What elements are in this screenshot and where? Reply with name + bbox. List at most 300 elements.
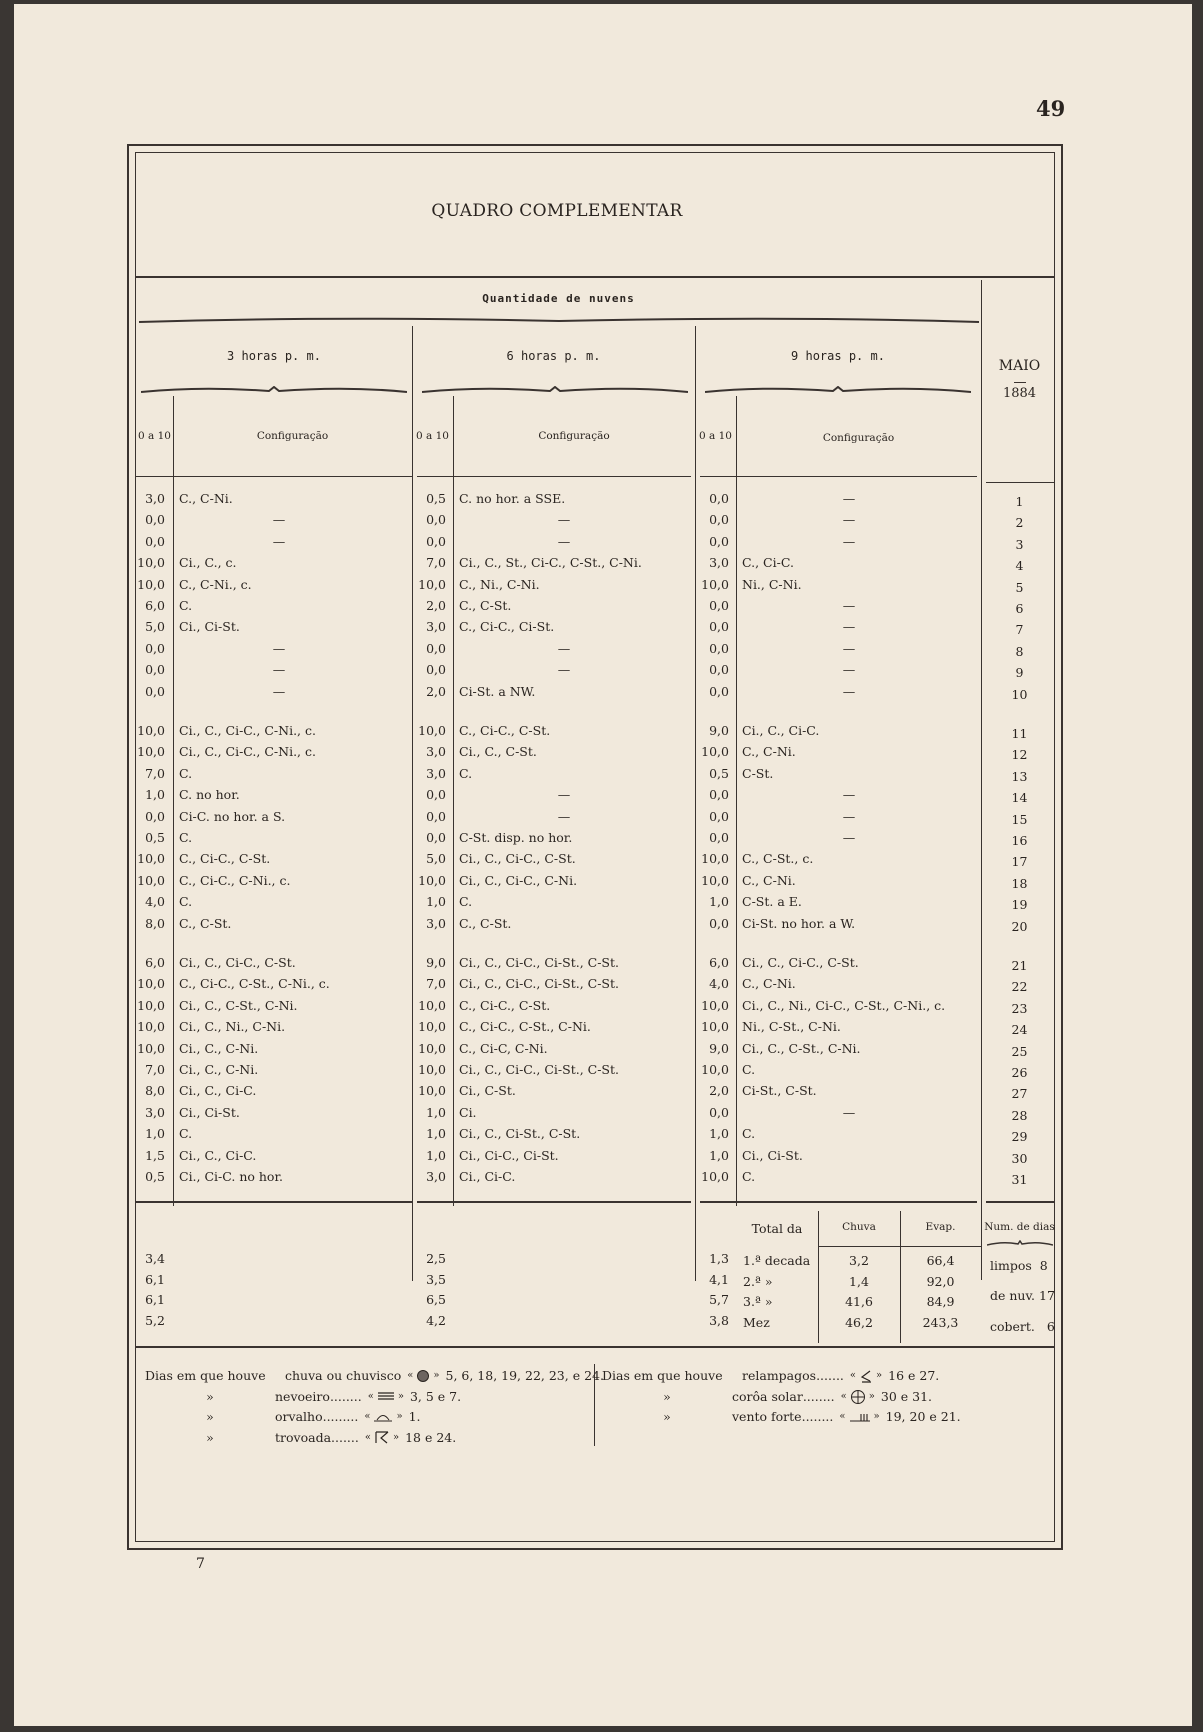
cloud-config-6pm: C., Ci-C., Ci-St. — [459, 619, 555, 635]
cloud-config-6pm: C., Ci-C., C-St. — [459, 997, 551, 1013]
day-number: 16 — [1011, 833, 1028, 848]
thunder-icon — [374, 1430, 390, 1444]
footnote-dots: ........ — [802, 1389, 835, 1404]
cloud-config-9pm: Ci., Ci-St. — [742, 1147, 803, 1163]
cloud-config-6pm: C., Ci-C., C-St., C-Ni. — [459, 1019, 591, 1035]
table-frame — [127, 144, 1063, 1550]
cloudy-days — [990, 1288, 1055, 1303]
cloud-config-6pm: C. — [459, 894, 473, 910]
cloud-amount-3pm: 1,0 — [145, 1126, 165, 1142]
decade-average: 6,1 — [145, 1271, 165, 1287]
footnote-line — [145, 1430, 456, 1445]
cloud-config-9pm: C., Ci-C. — [742, 555, 794, 571]
cloud-config-3pm: C., C-Ni. — [179, 491, 233, 506]
scale-rule-c — [736, 396, 737, 1206]
quote-open: « — [407, 1370, 414, 1381]
cloud-config-3pm: Ci., Ci-St. — [179, 1104, 240, 1120]
cloud-config-3pm: C., Ci-C., C-St. — [179, 851, 271, 867]
footnote-days: 19, 20 e 21. — [885, 1409, 961, 1424]
cloud-config-3pm: Ci., C., Ci-C. — [179, 1083, 257, 1099]
cloud-amount-9pm: 1,0 — [709, 1147, 729, 1163]
scale-head-a: 0 a 10 — [138, 430, 171, 442]
cloud-config-9pm: Ci-St., C-St. — [742, 1083, 817, 1099]
footnote-line — [145, 1368, 604, 1383]
cloud-amount-3pm: 10,0 — [137, 576, 165, 592]
day-number: 11 — [1011, 726, 1028, 741]
quote-close: » — [397, 1390, 404, 1402]
cloud-amount-9pm: 2,0 — [709, 1083, 729, 1099]
quote-open: « — [364, 1431, 371, 1443]
cloud-config-6pm: Ci., Ci-C. — [459, 1169, 516, 1184]
footnote-dots: ....... — [331, 1429, 359, 1445]
cloud-config-9pm: Ci-St. no hor. a W. — [742, 915, 856, 931]
cloud-config-3pm: — — [272, 640, 286, 656]
cloud-amount-6pm: 1,0 — [426, 1104, 446, 1120]
quote-open: « — [839, 1411, 846, 1422]
cloud-amount-6pm: 10,0 — [418, 576, 446, 592]
cloud-amount-6pm: 0,0 — [426, 533, 446, 549]
cloud-amount-9pm: 0,0 — [709, 1104, 729, 1120]
cloud-config-3pm: Ci., C., Ci-C., C-Ni., c. — [179, 723, 316, 738]
cloud-config-9pm: C., C-Ni. — [742, 744, 796, 760]
cloud-amount-9pm: 0,0 — [709, 662, 729, 678]
cloud-config-9pm: C. — [742, 1169, 756, 1184]
cloud-config-6pm: Ci. — [459, 1104, 477, 1120]
quote-close: » — [876, 1370, 883, 1381]
footnote-line — [145, 1409, 421, 1424]
cloud-config-6pm: Ci., C-St. — [459, 1083, 516, 1099]
cloud-amount-3pm: 10,0 — [137, 851, 165, 867]
day-number: 3 — [1015, 536, 1024, 552]
quote-open: « — [367, 1390, 374, 1402]
clear-days-value: 8 — [1039, 1258, 1048, 1273]
cloud-config-3pm: — — [272, 512, 286, 528]
cloud-amount-3pm: 10,0 — [137, 744, 165, 760]
group-header: Quantidade de nuvens — [482, 292, 635, 305]
dew-icon — [373, 1411, 393, 1423]
cloud-amount-9pm: 0,0 — [709, 640, 729, 656]
cloud-config-9pm: Ci., C., Ci-C., C-St. — [742, 955, 859, 970]
day-number: 14 — [1011, 790, 1028, 806]
totals-head-rule — [819, 1246, 981, 1247]
cloud-config-9pm: — — [842, 808, 856, 824]
cloud-config-3pm: Ci., C., C-St., C-Ni. — [179, 997, 298, 1013]
cloud-config-9pm: — — [842, 683, 856, 699]
hour-6-label: 6 horas p. m. — [506, 349, 601, 363]
cloud-config-6pm: Ci., C., Ci-C., Ci-St., C-St. — [459, 955, 619, 970]
footnote-prefix: » — [206, 1409, 214, 1424]
cloud-config-6pm: Ci., Ci-C., Ci-St. — [459, 1147, 559, 1163]
day-number: 20 — [1011, 918, 1028, 934]
cloud-amount-9pm: 0,5 — [709, 765, 729, 781]
covered-days — [990, 1319, 1055, 1334]
cloud-config-3pm: — — [272, 662, 286, 678]
totals-period-label: 1.ª decada — [743, 1253, 811, 1268]
decade-average: 6,1 — [145, 1292, 165, 1307]
cloud-amount-6pm: 10,0 — [418, 723, 446, 738]
cloud-config-3pm: Ci., C., C-Ni. — [179, 1040, 259, 1056]
solar-corona-icon — [850, 1389, 866, 1405]
footnote-days: 1. — [408, 1409, 421, 1424]
cloud-amount-3pm: 0,0 — [145, 683, 165, 699]
year-label: 1884 — [1002, 386, 1037, 401]
decade-average: 6,5 — [426, 1292, 446, 1307]
footnote-prefix: » — [663, 1389, 671, 1404]
month-dash — [1014, 382, 1026, 383]
day-number: 21 — [1011, 958, 1028, 973]
cloud-config-6pm: C. no hor. a SSE. — [459, 491, 566, 506]
hour-9-label: 9 horas p. m. — [791, 349, 885, 363]
quote-close: » — [873, 1411, 880, 1422]
quote-close: » — [433, 1370, 440, 1381]
cloud-config-6pm: C-St. disp. no hor. — [459, 830, 573, 845]
cloud-config-3pm: Ci., C., Ni., C-Ni. — [179, 1019, 286, 1035]
cloud-amount-9pm: 10,0 — [701, 576, 729, 592]
footnote-label: nevoeiro — [275, 1388, 330, 1404]
cloud-config-9pm: Ci., C., Ni., Ci-C., C-St., C-Ni., c. — [742, 997, 946, 1013]
footnote-dots: ......... — [322, 1409, 359, 1424]
cloud-amount-6pm: 1,0 — [426, 1147, 446, 1163]
decade-average: 4,2 — [426, 1312, 446, 1328]
footnote-prefix: Dias em que houve — [145, 1368, 266, 1383]
hour-3-label: 3 horas p. m. — [227, 349, 321, 363]
cloud-config-6pm: — — [557, 808, 571, 824]
cloud-amount-9pm: 9,0 — [709, 1040, 729, 1056]
day-number: 1 — [1015, 494, 1024, 509]
cloud-amount-3pm: 4,0 — [145, 894, 165, 910]
cloud-amount-3pm: 0,5 — [145, 830, 165, 845]
day-number: 9 — [1015, 665, 1024, 681]
covered-days-value: 6 — [1046, 1319, 1055, 1334]
cloud-config-9pm: — — [842, 491, 856, 506]
cloud-amount-9pm: 10,0 — [701, 1019, 729, 1035]
day-number: 28 — [1011, 1107, 1028, 1123]
cloudy-days-value: 17 — [1039, 1288, 1055, 1303]
cloud-config-9pm: — — [842, 787, 856, 803]
cloud-config-6pm: — — [557, 640, 571, 656]
cloud-config-3pm: C., C-St. — [179, 915, 232, 931]
cloud-amount-9pm: 10,0 — [701, 997, 729, 1013]
title-rule — [136, 276, 1054, 278]
cloud-config-9pm: Ci., C., C-St., C-Ni. — [742, 1040, 861, 1056]
footer-rule — [136, 1346, 1054, 1348]
clear-days — [990, 1258, 1048, 1273]
day-number: 19 — [1011, 897, 1028, 913]
cloud-amount-9pm: 10,0 — [701, 744, 729, 760]
cloud-config-6pm: — — [557, 512, 571, 528]
cloud-amount-6pm: 0,0 — [426, 787, 446, 803]
cloud-amount-3pm: 0,0 — [145, 533, 165, 549]
day-number: 31 — [1011, 1172, 1028, 1187]
cloud-amount-6pm: 10,0 — [418, 872, 446, 888]
cloud-amount-9pm: 0,0 — [709, 683, 729, 699]
cloud-amount-3pm: 7,0 — [145, 1062, 165, 1077]
evap-total: 92,0 — [926, 1273, 955, 1289]
cloud-amount-3pm: 10,0 — [137, 976, 165, 992]
rain-total: 46,2 — [845, 1314, 873, 1330]
month-label: MAIO — [998, 358, 1041, 374]
day-number: 2 — [1015, 515, 1024, 531]
decade-average: 4,1 — [709, 1271, 729, 1287]
cloud-config-3pm: C., Ci-C., C-Ni., c. — [179, 872, 291, 888]
cloud-amount-3pm: 6,0 — [145, 955, 165, 970]
footnote-label: vento forte — [732, 1409, 802, 1424]
num-days-head: Num. de dias — [984, 1221, 1055, 1233]
cloud-config-3pm: — — [272, 533, 286, 549]
decade-average: 2,5 — [426, 1251, 446, 1266]
day-number: 5 — [1015, 579, 1024, 595]
totals-period-label: 3.ª » — [743, 1294, 773, 1309]
cloud-amount-3pm: 10,0 — [137, 723, 165, 738]
footnote-label: relampagos — [742, 1368, 817, 1383]
day-number: 17 — [1011, 854, 1028, 870]
cloud-amount-6pm: 0,0 — [426, 662, 446, 678]
body-rule-c — [700, 1201, 977, 1203]
day-number: 30 — [1011, 1150, 1028, 1166]
evap-head: Evap. — [925, 1221, 956, 1233]
page-number: 49 — [1036, 96, 1066, 121]
cloud-config-3pm: C. — [179, 894, 193, 910]
cloudy-days-label: de nuv. — [990, 1288, 1036, 1303]
lightning-icon — [859, 1369, 873, 1383]
cloud-amount-9pm: 3,0 — [709, 555, 729, 571]
cloud-config-6pm: Ci., C., C-St. — [459, 744, 537, 760]
day-number: 23 — [1011, 1000, 1028, 1016]
cloud-amount-6pm: 3,0 — [426, 744, 446, 760]
decade-average: 1,3 — [709, 1251, 729, 1266]
clear-days-label: limpos — [990, 1258, 1032, 1273]
footnote-label: corôa solar — [732, 1389, 803, 1404]
footnote-dots: ....... — [816, 1368, 844, 1383]
cloud-config-9pm: C. — [742, 1062, 756, 1077]
cloud-amount-3pm: 6,0 — [145, 598, 165, 613]
rain-total: 1,4 — [849, 1273, 869, 1289]
cloud-amount-6pm: 0,5 — [426, 491, 446, 506]
day-number: 29 — [1011, 1129, 1028, 1145]
cloud-config-3pm: Ci., Ci-C. no hor. — [179, 1169, 284, 1184]
cloud-config-6pm: Ci-St. a NW. — [459, 683, 536, 699]
cloud-amount-6pm: 10,0 — [418, 1019, 446, 1035]
cloud-amount-9pm: 0,0 — [709, 491, 729, 506]
decade-average: 3,8 — [709, 1312, 729, 1328]
cloud-amount-6pm: 10,0 — [418, 997, 446, 1013]
cloud-amount-6pm: 3,0 — [426, 619, 446, 635]
cloud-amount-3pm: 0,5 — [145, 1169, 165, 1184]
day-number: 25 — [1011, 1043, 1028, 1059]
cloud-config-9pm: C-St. — [742, 765, 774, 781]
cloud-config-9pm: Ci., C., Ci-C. — [742, 723, 820, 738]
evap-total: 66,4 — [926, 1253, 955, 1268]
cloud-config-6pm: Ci., C., Ci-St., C-St. — [459, 1126, 581, 1142]
body-rule-d — [986, 1201, 1054, 1203]
day-number: 12 — [1011, 747, 1028, 763]
cloud-amount-6pm: 3,0 — [426, 765, 446, 781]
footnote-dots: ........ — [329, 1388, 362, 1404]
rain-head: Chuva — [842, 1221, 876, 1233]
day-number: 18 — [1011, 875, 1028, 891]
cloud-config-6pm: Ci., C., Ci-C., Ci-St., C-St. — [459, 976, 619, 992]
cloud-config-6pm: Ci., C., Ci-C., Ci-St., C-St. — [459, 1062, 619, 1077]
cloud-amount-9pm: 10,0 — [701, 1062, 729, 1077]
cloud-amount-6pm: 7,0 — [426, 976, 446, 992]
hour3-brace — [141, 386, 407, 396]
decade-average: 3,5 — [426, 1271, 446, 1287]
footnote-days: 18 e 24. — [405, 1429, 457, 1445]
cloud-amount-6pm: 1,0 — [426, 1126, 446, 1142]
day-number: 13 — [1011, 768, 1028, 784]
quote-open: « — [849, 1370, 857, 1381]
cloud-amount-3pm: 10,0 — [137, 555, 165, 571]
cloud-amount-9pm: 0,0 — [709, 512, 729, 528]
quote-open: « — [840, 1391, 847, 1402]
footnote-line — [145, 1389, 461, 1404]
config-head-b: Configuração — [538, 430, 610, 442]
cloud-config-3pm: Ci., Ci-St. — [179, 619, 240, 635]
cloud-amount-3pm: 5,0 — [145, 619, 165, 635]
cloud-config-9pm: — — [842, 512, 856, 528]
decade-average: 5,2 — [145, 1312, 165, 1328]
day-number: 10 — [1011, 686, 1028, 702]
config-head-c: Configuração — [822, 432, 895, 444]
header-rule-b — [417, 476, 691, 477]
cloud-amount-6pm: 10,0 — [418, 1062, 446, 1077]
evap-total: 243,3 — [922, 1314, 959, 1330]
cloud-amount-9pm: 0,0 — [709, 619, 729, 635]
cloud-config-6pm: C., C-St. — [459, 598, 512, 613]
cloud-config-6pm: C., C-St. — [459, 915, 512, 931]
cloud-config-9pm: Ni., C-St., C-Ni. — [742, 1019, 841, 1035]
cloud-config-9pm: — — [842, 533, 856, 549]
totals-period-label: 2.ª » — [743, 1273, 773, 1289]
cloud-config-3pm: C. — [179, 598, 193, 613]
scale-head-c: 0 a 10 — [699, 430, 732, 442]
cloud-config-9pm: Ni., C-Ni. — [742, 576, 802, 592]
day-number: 4 — [1015, 558, 1024, 574]
cloud-amount-3pm: 0,0 — [145, 662, 165, 678]
footnote-days: 5, 6, 18, 19, 22, 23, e 24. — [445, 1368, 604, 1383]
totals-period-label: Mez — [743, 1314, 770, 1330]
cloud-amount-9pm: 10,0 — [701, 872, 729, 888]
footnote-line — [602, 1389, 932, 1405]
cloud-amount-3pm: 1,0 — [145, 787, 165, 803]
quote-open: « — [364, 1411, 371, 1422]
cloud-amount-6pm: 0,0 — [426, 512, 446, 528]
cloud-amount-9pm: 1,0 — [709, 1126, 729, 1142]
cloud-amount-3pm: 1,5 — [145, 1147, 165, 1163]
day-number: 22 — [1011, 979, 1028, 995]
body-rule-b — [417, 1201, 691, 1203]
cloud-config-3pm: — — [272, 683, 286, 699]
day-number: 7 — [1015, 622, 1024, 638]
decade-average: 5,7 — [709, 1292, 729, 1307]
footnote-label: chuva ou chuvisco — [285, 1368, 402, 1383]
footnote-label: orvalho — [275, 1409, 323, 1424]
cloud-config-3pm: Ci., C., Ci-C. — [179, 1147, 257, 1163]
cloud-config-6pm: C., Ci-C, C-Ni. — [459, 1040, 548, 1056]
rain-total: 3,2 — [849, 1253, 869, 1268]
scale-rule-a — [173, 396, 174, 1206]
header-rule-d — [986, 482, 1054, 483]
cloud-amount-3pm: 0,0 — [145, 808, 165, 824]
hour6-brace — [422, 386, 688, 396]
day-number: 24 — [1011, 1022, 1028, 1038]
day-number: 8 — [1015, 643, 1024, 659]
cloud-amount-9pm: 10,0 — [701, 1169, 729, 1184]
cloud-config-9pm: C-St. a E. — [742, 894, 802, 910]
cloud-amount-6pm: 10,0 — [418, 1083, 446, 1099]
footnote-prefix: Dias em que houve — [602, 1368, 723, 1383]
cloud-config-9pm: — — [842, 619, 856, 635]
quote-close: » — [392, 1431, 400, 1443]
scale-rule-b — [453, 396, 454, 1206]
cloud-amount-9pm: 0,0 — [709, 808, 729, 824]
cloud-amount-9pm: 0,0 — [709, 533, 729, 549]
footnote-line — [602, 1368, 939, 1383]
strong-wind-icon — [849, 1411, 871, 1423]
quote-close: » — [396, 1411, 403, 1422]
cloud-amount-9pm: 6,0 — [709, 955, 729, 970]
day-number: 15 — [1011, 811, 1028, 827]
cloud-amount-3pm: 10,0 — [137, 997, 165, 1013]
footnote-dots: ........ — [801, 1409, 834, 1424]
footnote-label: trovoada — [275, 1429, 332, 1445]
cloud-config-9pm: — — [842, 1104, 856, 1120]
cloud-amount-3pm: 3,0 — [145, 1104, 165, 1120]
cloud-config-6pm: — — [557, 533, 571, 549]
sheet-signature: 7 — [196, 1556, 205, 1572]
cloud-amount-6pm: 5,0 — [426, 851, 446, 867]
cloud-amount-6pm: 10,0 — [418, 1040, 446, 1056]
cloud-config-6pm: C., Ci-C., C-St. — [459, 723, 551, 738]
cloud-config-3pm: Ci., C., Ci-C., C-Ni., c. — [179, 744, 316, 760]
cloud-amount-3pm: 3,0 — [145, 491, 165, 506]
cloud-amount-9pm: 10,0 — [701, 851, 729, 867]
cloud-amount-9pm: 4,0 — [709, 976, 729, 992]
cloud-config-3pm: C. — [179, 830, 193, 845]
num-days-brace — [987, 1240, 1053, 1248]
cloud-amount-6pm: 2,0 — [426, 598, 446, 613]
cloud-amount-9pm: 0,0 — [709, 787, 729, 803]
cloud-amount-6pm: 3,0 — [426, 1169, 446, 1184]
header-rule-c — [700, 476, 977, 477]
cloud-config-9pm: — — [842, 598, 856, 613]
cloud-config-3pm: Ci., C., Ci-C., C-St. — [179, 955, 296, 970]
config-head-a: Configuração — [256, 430, 329, 442]
cloud-config-3pm: Ci-C. no hor. a S. — [179, 808, 286, 824]
table-title: QUADRO COMPLEMENTAR — [431, 201, 683, 221]
cloud-config-6pm: C. — [459, 765, 473, 781]
cloud-config-9pm: — — [842, 662, 856, 678]
cloud-config-6pm: — — [557, 787, 571, 803]
group-brace — [137, 316, 981, 326]
cloud-amount-3pm: 0,0 — [145, 640, 165, 656]
cloud-config-3pm: C. — [179, 1126, 193, 1142]
body-rule-a — [136, 1201, 412, 1203]
cloud-config-9pm: C., C-Ni. — [742, 872, 796, 888]
evap-total: 84,9 — [926, 1294, 955, 1309]
cloud-amount-3pm: 8,0 — [145, 1083, 165, 1099]
footnote-days: 30 e 31. — [880, 1389, 933, 1404]
cloud-amount-9pm: 1,0 — [709, 894, 729, 910]
totals-head: Total da — [751, 1221, 803, 1236]
cloud-config-3pm: Ci., C., c. — [179, 555, 237, 571]
cloud-config-9pm: — — [842, 640, 856, 656]
footnote-line — [602, 1409, 961, 1424]
footnote-days: 16 e 27. — [888, 1368, 940, 1383]
hour9-brace — [705, 386, 971, 396]
cloud-amount-3pm: 8,0 — [145, 915, 165, 931]
cloud-amount-6pm: 2,0 — [426, 683, 446, 699]
